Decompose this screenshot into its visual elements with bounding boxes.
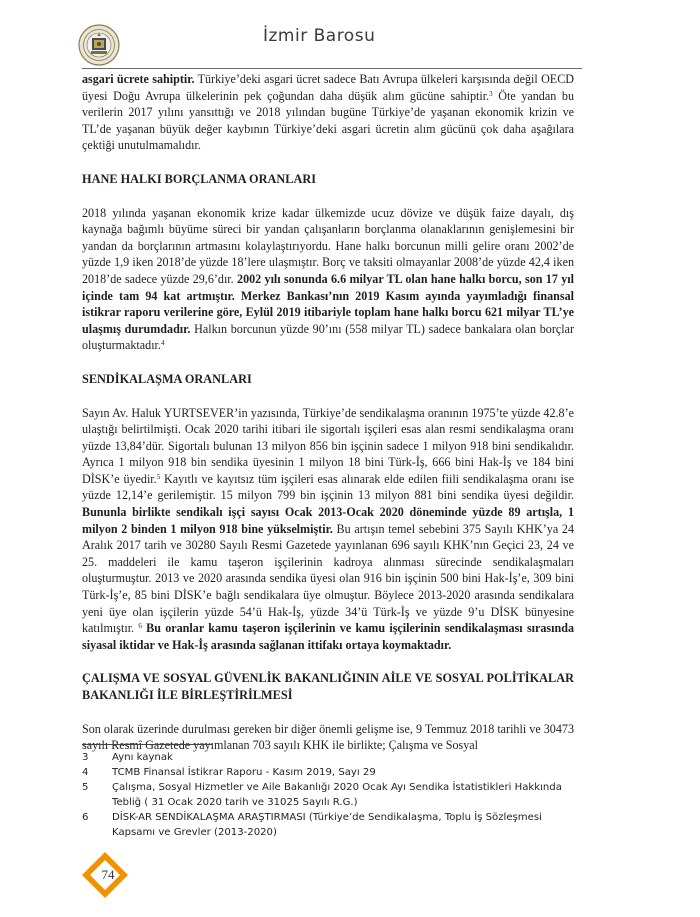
- footnote-text: TCMB Finansal İstikrar Raporu - Kasım 2019, Sayı 29: [112, 767, 376, 778]
- footnote-number: 4: [82, 767, 89, 778]
- section-heading: ÇALIŞMA VE SOSYAL GÜVENLİK BAKANLIĞININ AİLE VE SOSYAL POLİTİKALAR BAKANLIĞI İLE BİRLEŞTİRİLMESİ: [82, 671, 574, 702]
- bold-phrase: Bu oranlar kamu taşeron işçilerinin ve kamu işçilerinin sendikalaşması sırasında siyasal iktidar ve Hak-İş arasında sağlanan ittifakı ortaya koymaktadır.: [82, 621, 574, 652]
- paragraph-ministry-merger: [82, 721, 574, 754]
- section-heading: SENDİKALAŞMA ORANLARI: [82, 371, 252, 386]
- header-divider: [82, 68, 582, 69]
- footnote-ref: 6: [138, 622, 142, 631]
- paragraph-household-debt: [82, 205, 574, 354]
- footnote-ref: 4: [160, 339, 165, 348]
- footnote-item: [82, 750, 574, 765]
- section-heading: HANE HALKI BORÇLANMA ORANLARI: [82, 171, 317, 186]
- paragraph-text: 2018 yılında yaşanan ekonomik krize kadar ülkemizde ucuz dövize ve düşük faize dayalı, dış kaynağa bağımlı büyüme süreci bir yandan çalışanların borçlanma olanaklarının genişlemesini bir yandan da borçlarının artmasını kolaylaştırıyordu. Hane halkı borcunun milli gelire oranı 2002’de yüzde 1,9 iken 2018’de yüzde 18’lere ulaşmıştır. Borç ve taksiti olmayanlar 2008’de yüzde 42,4 iken 2018’de sadece yüzde 29,6’dır.: [82, 205, 574, 286]
- page-number: 74: [101, 867, 115, 882]
- footnote-number: 3: [82, 752, 89, 763]
- paragraph-text: Kayıtlı ve kayıtsız tüm işçileri esas alınarak elde edilen fiili sendikalaşma oranı ise yüzde 12,14’e gerilemiştir. 15 milyon 799 bin işçinin 13 milyon 881 bini sendika üyesi değildir.: [82, 471, 574, 503]
- paragraph-text: Öte yandan bu verilerin 2017 yılını yansıttığı ve 2018 yılından bugüne Türkiye’de yaşanan ekonomik krizin ve TL’de yaşanan büyük değer kaybının Türkiye’deki asgari ücretin alım gücünü çok daha aşağılara çektiği unutulmamalıdır.: [82, 88, 574, 153]
- paragraph-text: Bu artışın temel sebebini 375 Sayılı KHK’ya 24 Aralık 2017 tarih ve 30280 Sayılı Resmi Gazetede yayınlanan 696 sayılı KHK’nın Geçici 23, 24 ve 25. maddeleri ile kamu taşeron işçilerinin kadroya alınması sürecinde sendikalaşmaları oluşturmuştur. 2013 ve 2020 arasında sendika üyesi olan 916 bin işçinin 500 bini Hak-İş’e, 309 bini Türk-İş’e, 85 bini DİSK’e bağlı sendikalara üye olmuştur. Böylece 2013-2020 arasında sendikalara yeni üye olan işçilerin yüzde 54’ü Hak-İş, yüzde 34’ü Türk-İş ve yüzde 9’u DİSK bünyesine katılmıştır.: [82, 521, 574, 636]
- footnote-number: 5: [82, 782, 89, 793]
- footnotes: [82, 750, 574, 840]
- footnote-text: Çalışma, Sosyal Hizmetler ve Aile Bakanlığı 2020 Ocak Ayı Sendika İstatistikleri Hakkında Tebliğ ( 31 Ocak 2020 tarih ve 31025 Sayılı R.G.): [112, 782, 562, 808]
- paragraph-text: Türkiye’deki asgari ücret sadece Batı Avrupa ülkeleri karşısında değil OECD üyesi Doğu Avrupa ülkelerinin pek çoğundan daha düşük alım gücüne sahiptir.: [82, 72, 574, 103]
- bold-phrase: 2002 yılı sonunda 6.6 milyar TL olan hane halkı borcu, son 17 yıl içinde tam 94 kat artmıştır. Merkez Bankası’nın 2019 Kasım ayında yayımladığı finansal istikrar raporu verilerine göre, Eylül 2019 itibariyle toplam hane halkı borcu 621 milyar TL’ye ulaşmış durumdadır.: [82, 271, 574, 336]
- footnote-item: [82, 765, 574, 780]
- bar-association-seal-icon: [78, 24, 120, 66]
- paragraph-text: Son olarak üzerinde durulması gereken bir diğer önemli gelişme ise, 9 Temmuz 2018 tarihli ve 30473 sayılı Resmî Gazetede yayımlanan 703 sayılı KHK ile birlikte; Çalışma ve Sosyal: [82, 721, 574, 753]
- header-title: İzmir Barosu: [263, 26, 376, 46]
- footnote-divider: [82, 744, 212, 745]
- footnote-ref: 3: [489, 89, 493, 98]
- paragraph-text: Sayın Av. Haluk YURTSEVER’in yazısında, Türkiye’de sendikalaşma oranının 1975’te yüzde 42.8’e ulaştığı belirtilmişti. Ocak 2020 tarihi itibari ile sigortalı işçileri esas alan resmi sendikalaşma oranı yüzde 13,84’dür. Sigortalı bulunan 13 milyon 856 bin işçinin sadece 1 milyon 918 bini sendikalıdır. Ayrıca 1 milyon 918 bin sendika üyesinin 1 milyon 18 bini Türk-İş, 666 bini Hak-İş ve 184 bini DİSK’e üyedir.: [82, 405, 574, 486]
- paragraph-text: Halkın borcunun yüzde 90’ını (558 milyar TL) sadece bankalara olan borçlar oluşturmaktadır.: [82, 321, 574, 353]
- paragraph-minimum-wage: [82, 71, 574, 154]
- footnote-ref: 5: [156, 472, 161, 481]
- footnote-item: [82, 810, 574, 840]
- footnote-item: [82, 780, 574, 810]
- bold-phrase: asgari ücrete sahiptir.: [82, 72, 195, 86]
- paragraph-unionization: [82, 405, 574, 654]
- bold-phrase: Bununla birlikte sendikalı işçi sayısı Ocak 2013-Ocak 2020 döneminde yüzde 89 artışla, 1 milyon 2 binden 1 milyon 918 bine yükselmiştir.: [82, 505, 574, 536]
- footnote-number: 6: [82, 812, 89, 823]
- article-body: [82, 71, 574, 754]
- footnote-text: DİSK-AR SENDİKALAŞMA ARAŞTIRMASI (Türkiye’de Sendikalaşma, Toplu İş Sözleşmesi Kapsamı ve Grevler (2013-2020): [112, 812, 542, 838]
- footnote-text: Aynı kaynak: [112, 752, 173, 763]
